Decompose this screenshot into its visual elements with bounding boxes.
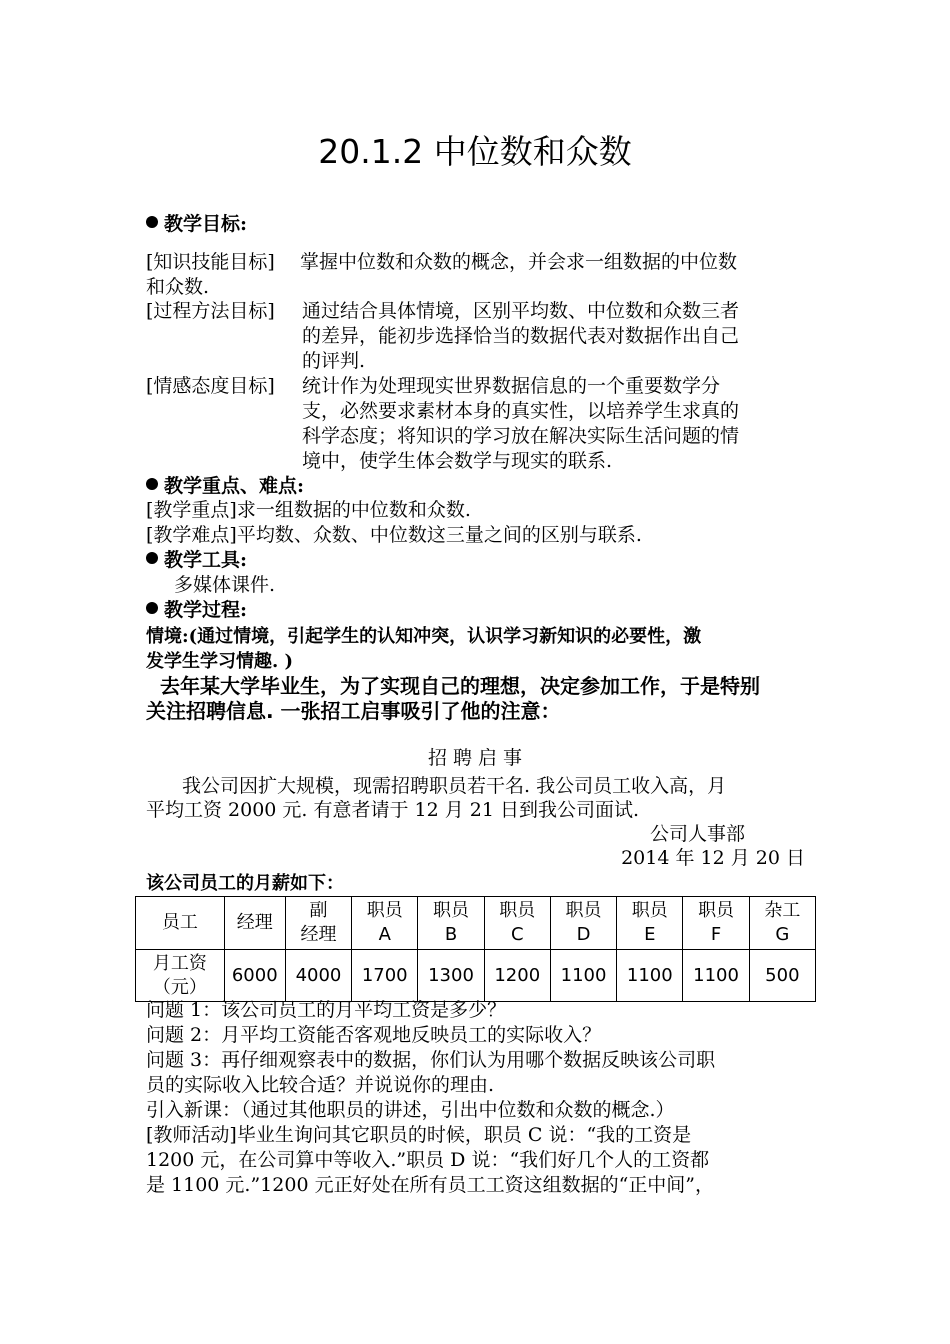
- teacher-activity-1: [教师活动]毕业生询问其它职员的时候，职员 C 说：“我的工资是: [146, 1124, 692, 1146]
- teacher-activity-2: 1200 元，在公司算中等收入.”职员 D 说：“我们好几个人的工资都: [146, 1149, 710, 1171]
- keypoints-heading: [146, 474, 826, 499]
- salary-table: [135, 896, 816, 1002]
- tools-text: 多媒体课件.: [174, 574, 276, 596]
- goals-heading: [146, 212, 826, 237]
- intro-text-2: 关注招聘信息. 一张招工启事吸引了他的注意：: [146, 699, 561, 723]
- emotion-label: [情感态度目标]: [146, 375, 275, 397]
- notice-date: 2014 年 12 月 20 日: [621, 847, 805, 869]
- tools-heading: [146, 548, 826, 573]
- table-header-cell: 经理: [224, 897, 285, 950]
- knowledge-label: [知识技能目标]: [146, 251, 275, 273]
- table-cell: 1100: [617, 950, 683, 1002]
- focus-text: [教学重点]求一组数据的中位数和众数.: [146, 499, 471, 521]
- table-header-cell: 副 经理: [285, 897, 351, 950]
- question-3: 问题 3：再仔细观察表中的数据，你们认为用哪个数据反映该公司职: [146, 1049, 716, 1071]
- table-cell: 1700: [352, 950, 418, 1002]
- knowledge-text-1: 掌握中位数和众数的概念，并会求一组数据的中位数: [300, 251, 738, 273]
- situation-text-2: 发学生学习情趣. ): [146, 651, 294, 672]
- process-heading: [146, 598, 826, 623]
- emotion-text-1: 统计作为处理现实世界数据信息的一个重要数学分: [302, 375, 721, 397]
- table-header-cell: 职员 A: [352, 897, 418, 950]
- table-cell: 4000: [285, 950, 351, 1002]
- process-heading-text: 教学过程:: [164, 599, 248, 621]
- teacher-activity-3: 是 1100 元.”1200 元正好处在所有员工工资这组数据的“正中间”，: [146, 1174, 715, 1196]
- emotion-text-2: 支，必然要求素材本身的真实性，以培养学生求真的: [302, 400, 740, 422]
- table-cell: 6000: [224, 950, 285, 1002]
- process-label: [过程方法目标]: [146, 300, 275, 322]
- notice-body-1: 我公司因扩大规模，现需招聘职员若干名. 我公司员工收入高，月: [182, 775, 727, 797]
- salary-caption: 该公司员工的月薪如下：: [146, 873, 344, 894]
- process-text-1: 通过结合具体情境，区别平均数、中位数和众数三者: [302, 300, 740, 322]
- table-header-cell: 职员 D: [550, 897, 616, 950]
- table-row: [136, 950, 816, 1002]
- table-cell: 500: [749, 950, 815, 1002]
- process-text-2: 的差异，能初步选择恰当的数据代表对数据作出自己: [302, 325, 740, 347]
- table-header-cell: 员工: [136, 897, 225, 950]
- bullet-icon: [146, 478, 158, 490]
- question-3-cont: 员的实际收入比较合适？并说说你的理由.: [146, 1074, 495, 1096]
- table-header-cell: 职员 F: [683, 897, 749, 950]
- notice-signature: 公司人事部: [650, 823, 746, 845]
- notice-title: 招 聘 启 事: [427, 747, 523, 769]
- emotion-text-3: 科学态度；将知识的学习放在解决实际生活问题的情: [302, 425, 740, 447]
- table-header-row: [136, 897, 816, 950]
- table-header-cell: 职员 E: [617, 897, 683, 950]
- bullet-icon: [146, 602, 158, 614]
- table-row-label: 月工资 （元）: [136, 950, 225, 1002]
- table-cell: 1300: [418, 950, 484, 1002]
- page-title: 20.1.2 中位数和众数: [318, 132, 632, 171]
- process-text-3: 的评判.: [302, 350, 366, 372]
- goals-heading-text: 教学目标:: [164, 213, 248, 235]
- bullet-icon: [146, 216, 158, 228]
- table-cell: 1200: [484, 950, 550, 1002]
- table-header-cell: 职员 B: [418, 897, 484, 950]
- question-1: 问题 1：该公司员工的月平均工资是多少？: [146, 999, 507, 1021]
- tools-heading-text: 教学工具:: [164, 549, 248, 571]
- difficulty-text: [教学难点]平均数、众数、中位数这三量之间的区别与联系.: [146, 524, 642, 546]
- emotion-text-4: 境中，使学生体会数学与现实的联系.: [302, 450, 613, 472]
- question-2: 问题 2：月平均工资能否客观地反映员工的实际收入？: [146, 1024, 602, 1046]
- knowledge-text-2: 和众数.: [146, 276, 210, 298]
- intro-text-1: 去年某大学毕业生，为了实现自己的理想，决定参加工作，于是特别: [160, 674, 760, 698]
- table-cell: 1100: [683, 950, 749, 1002]
- table-header-cell: 杂工 G: [749, 897, 815, 950]
- keypoints-heading-text: 教学重点、难点:: [164, 475, 305, 497]
- bullet-icon: [146, 552, 158, 564]
- table-cell: 1100: [550, 950, 616, 1002]
- table-header-cell: 职员 C: [484, 897, 550, 950]
- situation-text-1: 情境:(通过情境，引起学生的认知冲突，认识学习新知识的必要性，激: [146, 626, 702, 647]
- notice-body-2: 平均工资 2000 元. 有意者请于 12 月 21 日到我公司面试.: [146, 799, 640, 821]
- new-lesson-text: 引入新课：（通过其他职员的讲述，引出中位数和众数的概念.）: [146, 1099, 675, 1121]
